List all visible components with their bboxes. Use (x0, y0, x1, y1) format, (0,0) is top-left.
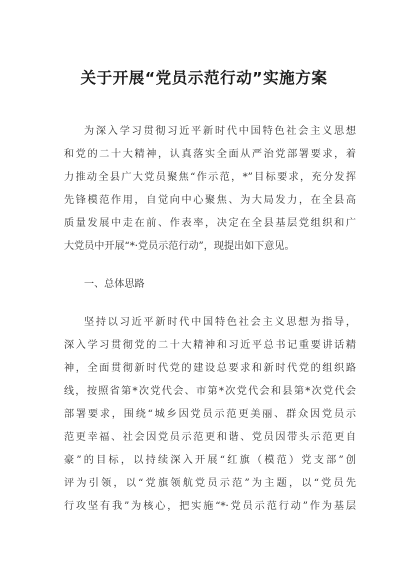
paragraph-2-line: 评为引领，以“党旗领航党员示范”为主题，以“党员先 (64, 478, 356, 489)
paragraph-1-line: 大党员中开展“*·党员示范行动”，现提出如下意见。 (64, 241, 295, 252)
paragraph-2-line: 坚持以习近平新时代中国特色社会主义思想为指导， (84, 317, 356, 328)
paragraph-1-line: 质量发展中走在前、作表率，决定在全县基层党组织和广 (64, 218, 356, 229)
section-heading: 一、总体思路 (84, 279, 145, 290)
document-title: 关于开展“党员示范行动”实施方案 (80, 69, 328, 87)
paragraph-2-line: 部署要求，围绕“城乡因党员示范更美丽、群众因党员示 (64, 409, 356, 420)
paragraph-1-line: 为深入学习贯彻习近平新时代中国特色社会主义思想 (84, 126, 356, 137)
paragraph-1-line: 先锋模范作用，自觉向中心聚焦、为大局发力，在全县高 (64, 195, 356, 206)
paragraph-1-line: 力推动全县广大党员聚焦“作示范，*”目标要求，充分发挥 (64, 172, 356, 183)
paragraph-2-line: 豪”的目标，以持续深入开展“红旗（模范）党支部”创 (64, 455, 356, 466)
paragraph-1-line: 和党的二十大精神，认真落实全面从严治党部署要求，着 (64, 149, 356, 160)
paragraph-2-line: 深入学习贯彻党的二十大精神和习近平总书记重要讲话精 (64, 340, 356, 351)
paragraph-2-line: 线，按照省第*次党代会、市第*次党代会和县第*次党代会 (64, 386, 356, 397)
paragraph-2-line: 范更幸福、社会因党员示范更和谐、党员因带头示范更自 (64, 432, 356, 443)
paragraph-2-line: 行攻坚有我”为核心，把实施“*·党员示范行动”作为基层 (64, 501, 356, 512)
paragraph-2-line: 神，全面贯彻新时代党的建设总要求和新时代党的组织路 (64, 363, 356, 374)
